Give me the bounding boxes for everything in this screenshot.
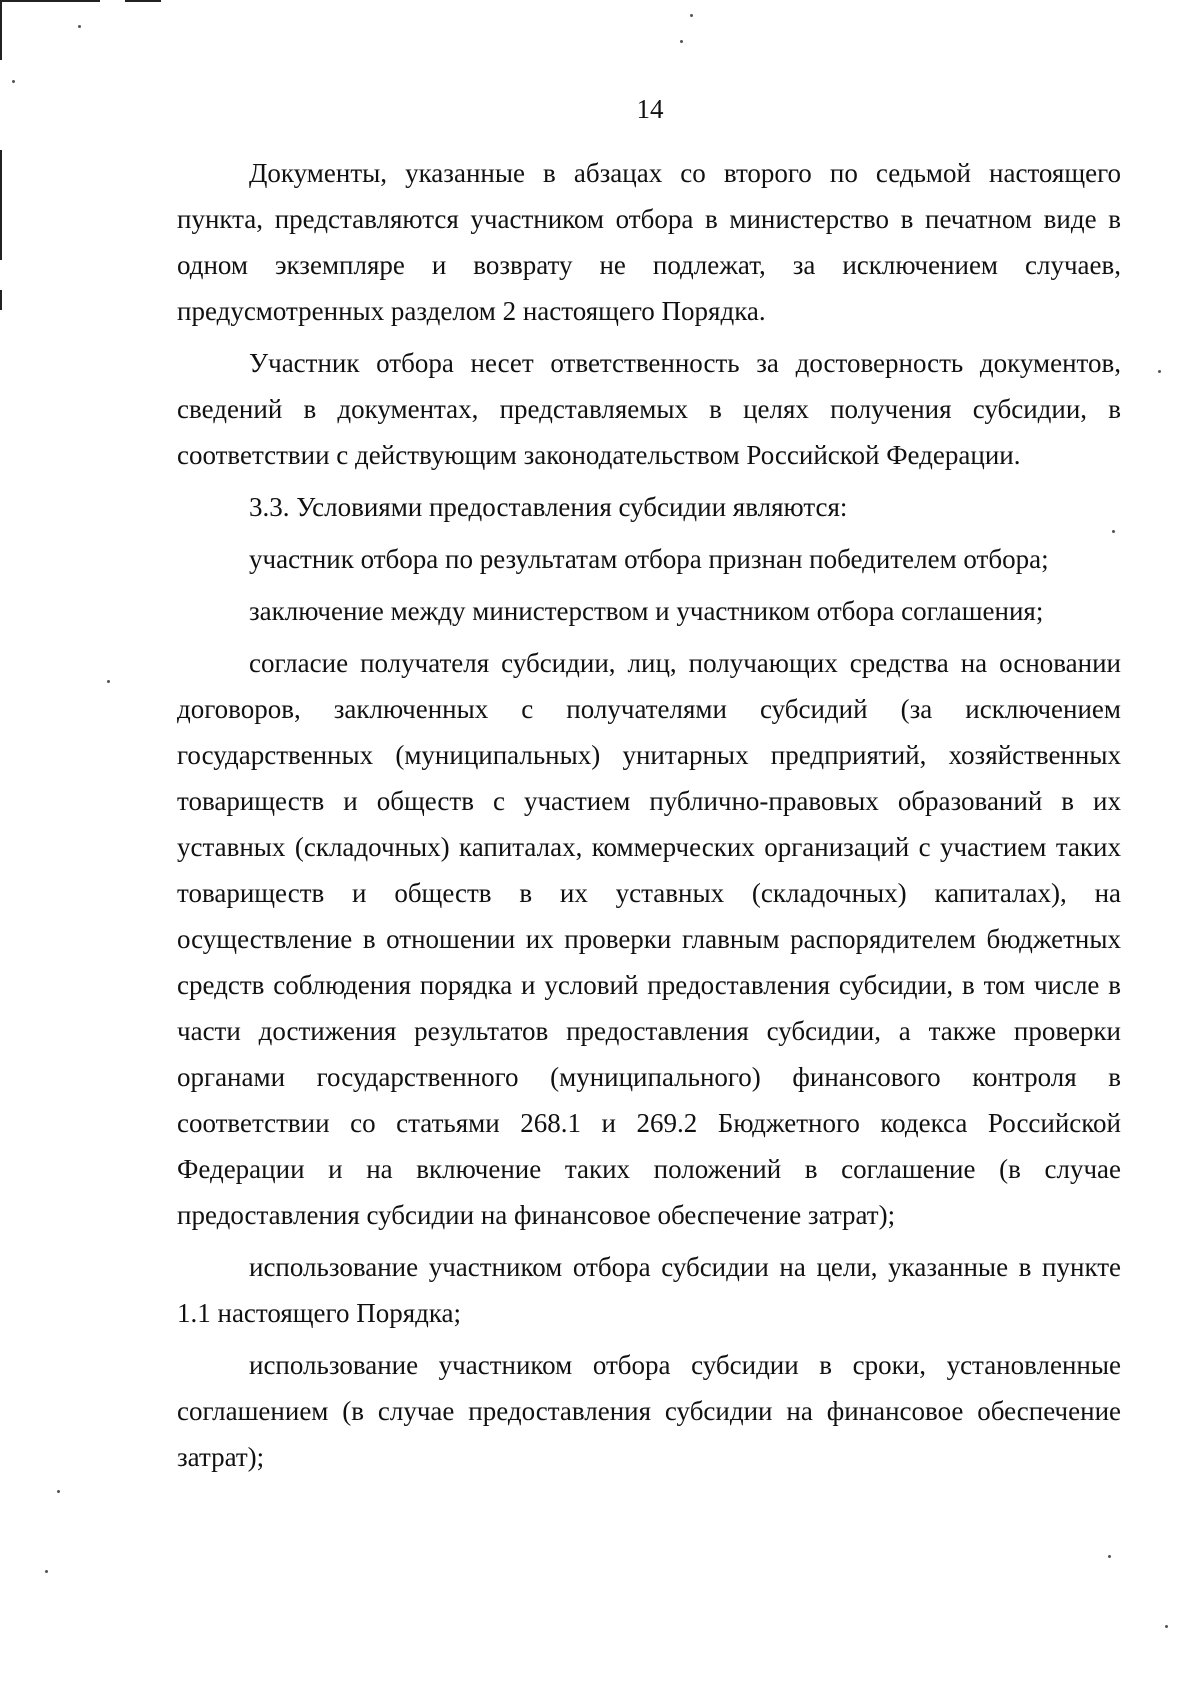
- paragraph-condition-consent: согласие получателя субсидии, лиц, получающих средства на основании договоров, заключенных с получателями субсидий (за исключением государственных (муниципальных) унитарных предприятий, хозяйственных товариществ и обществ с участием публично-правовых образований в их уставных (складочных) капиталах, коммерческих организаций с участием таких товариществ и обществ в их уставных (складочных) капиталах), на осуществление в отношении их проверки главным распорядителем бюджетных средств соблюдения порядка и условий предоставления субсидии, в том числе в части достижения результатов предоставления субсидии, а также проверки органами государственного (муниципального) финансового контроля в соответствии со статьями 268.1 и 269.2 Бюджетного кодекса Российской Федерации и на включение таких положений в соглашение (в случае предоставления субсидии на финансовое обеспечение затрат);: [177, 648, 1121, 1230]
- scan-speck: [45, 1570, 48, 1573]
- scan-edge-left-line: [0, 0, 2, 60]
- paragraph-documents-submission: Документы, указанные в абзацах со второго по седьмой настоящего пункта, представляются участником отбора в министерство в печатном виде в одном экземпляре и возврату не подлежат, за исключением случаев, предусмотренных разделом 2 настоящего Порядка.: [177, 158, 1121, 326]
- scan-speck: [1108, 1555, 1111, 1558]
- scan-edge-top-line-2: [125, 0, 161, 2]
- paragraph-conditions-heading: 3.3. Условиями предоставления субсидии являются:: [249, 492, 848, 522]
- paragraph-participant-responsibility: Участник отбора несет ответственность за достоверность документов, сведений в документах, представляемых в целях получения субсидии, в соответствии с действующим законодательством Российской Федерации.: [177, 348, 1121, 470]
- scan-edge-left-line-2: [0, 150, 2, 260]
- paragraph-condition-purpose: использование участником отбора субсидии на цели, указанные в пункте 1.1 настоящего Порядка;: [177, 1252, 1121, 1328]
- document-body: [177, 150, 1121, 1480]
- scan-edge-left-line-3: [0, 290, 2, 310]
- paragraph-condition-winner: участник отбора по результатам отбора признан победителем отбора;: [249, 544, 1049, 574]
- paragraph-condition-terms: использование участником отбора субсидии в сроки, установленные соглашением (в случае предоставления субсидии на финансовое обеспечение затрат);: [177, 1350, 1121, 1472]
- paragraph-condition-agreement: заключение между министерством и участником отбора соглашения;: [249, 596, 1044, 626]
- scan-speck: [690, 14, 693, 17]
- page-number: 14: [636, 94, 664, 124]
- scan-speck: [107, 680, 110, 683]
- scan-edge-top-line: [0, 0, 100, 2]
- scan-speck: [1158, 370, 1161, 373]
- scan-speck: [1165, 1625, 1168, 1628]
- scan-speck: [12, 80, 15, 83]
- scan-speck: [78, 25, 81, 28]
- scan-speck: [680, 40, 683, 43]
- scan-speck: [57, 1490, 60, 1493]
